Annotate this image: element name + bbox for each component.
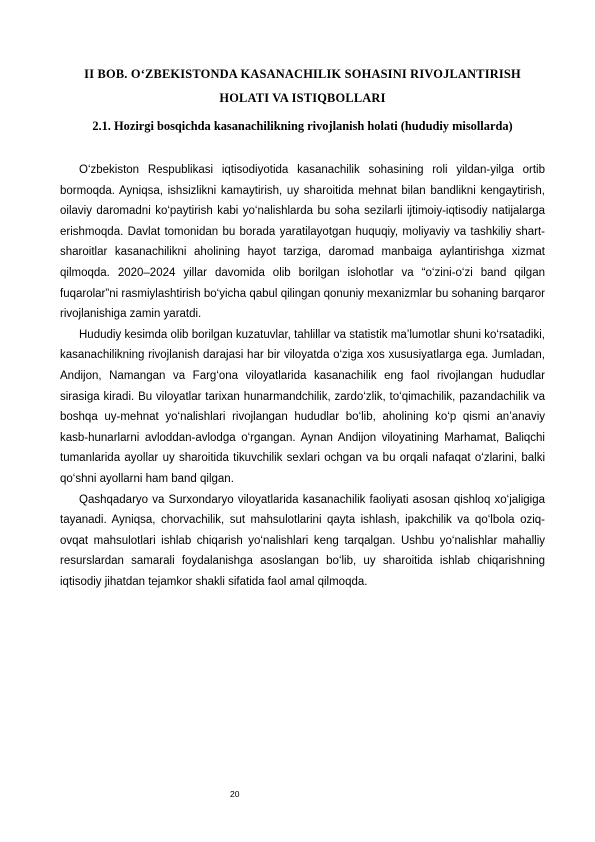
body-text (60, 160, 545, 592)
section-title: 2.1. Hozirgi bosqichda kasanachilikning rivojlanish holati (hududiy misollarda) (92, 119, 513, 133)
page-number: 20 (230, 789, 240, 799)
paragraph: O‘zbekiston Respublikasi iqtisodiyotida kasanachilik sohasining roli yildan-yilga ortib bormoqda. Ayniqsa, ishsizlikni kamaytirish, uy sharoitida mehnat bilan bandlikni kengaytirish, oilaviy daromadni ko‘paytirish kabi yo‘nalishlarda bu soha sezilarli ijtimoiy-iqtisodiy natijalarga erishmoqda. Davlat tomonidan bu borada yaratilayotgan huquqiy, moliyaviy va tashkiliy shart-sharoitlar kasanachilikni aholining hayot tarziga, daromad manbaiga aylantirishga xizmat qilmoqda. 2020–2024 yillar davomida olib borilgan islohotlar va “o‘zini-o‘zi band qilgan fuqarolar”ni rasmiylashtirish bo‘yicha qabul qilingan qonuniy mexanizmlar bu sohaning barqaror rivojlanishiga zamin yaratdi. (60, 164, 545, 321)
paragraph: Qashqadaryo va Surxondaryo viloyatlarida kasanachilik faoliyati asosan qishloq xo‘jaligiga tayanadi. Ayniqsa, chorvachilik, sut mahsulotlarini qayta ishlash, ipakchilik va qo‘lbola oziq-ovqat mahsulotlari ishlab chiqarish yo‘nalishlari keng tarqalgan. Ushbu yo‘nalishlar mahalliy resurslardan samarali foydalanishga asoslangan bo‘lib, uy sharoitida ishlab chiqarishning iqtisodiy jihatdan tejamkor shakli sifatida faol amal qilmoqda. (60, 493, 545, 588)
paragraph: Hududiy kesimda olib borilgan kuzatuvlar, tahlillar va statistik ma’lumotlar shuni ko‘rsatadiki, kasanachilikning rivojlanish darajasi har bir viloyatda o‘ziga xos xususiyatlarga ega. Jumladan, Andijon, Namangan va Farg‘ona viloyatlarida kasanachilik eng faol rivojlangan hududlar sirasiga kiradi. Bu viloyatlar tarixan hunarmandchilik, zardo‘zlik, to‘qimachilik, pazandachilik va boshqa uy-mehnat yo‘nalishlari rivojlangan hududlar bo‘lib, aholining ko‘p qismi an’anaviy kasb-hunarlarni avloddan-avlodga o‘rgangan. Aynan Andijon viloyatining Marhamat, Baliqchi tumanlarida ayollar uy sharoitida tikuvchilik sexlari ochgan va bu orqali nafaqat o‘zlarini, balki qo‘shni ayollarni ham band qilgan. (60, 328, 545, 485)
chapter-title: II BOB. O‘ZBEKISTONDA KASANACHILIK SOHASINI RIVOJLANTIRISH HOLATI VA ISTIQBOLLARI (84, 67, 521, 105)
